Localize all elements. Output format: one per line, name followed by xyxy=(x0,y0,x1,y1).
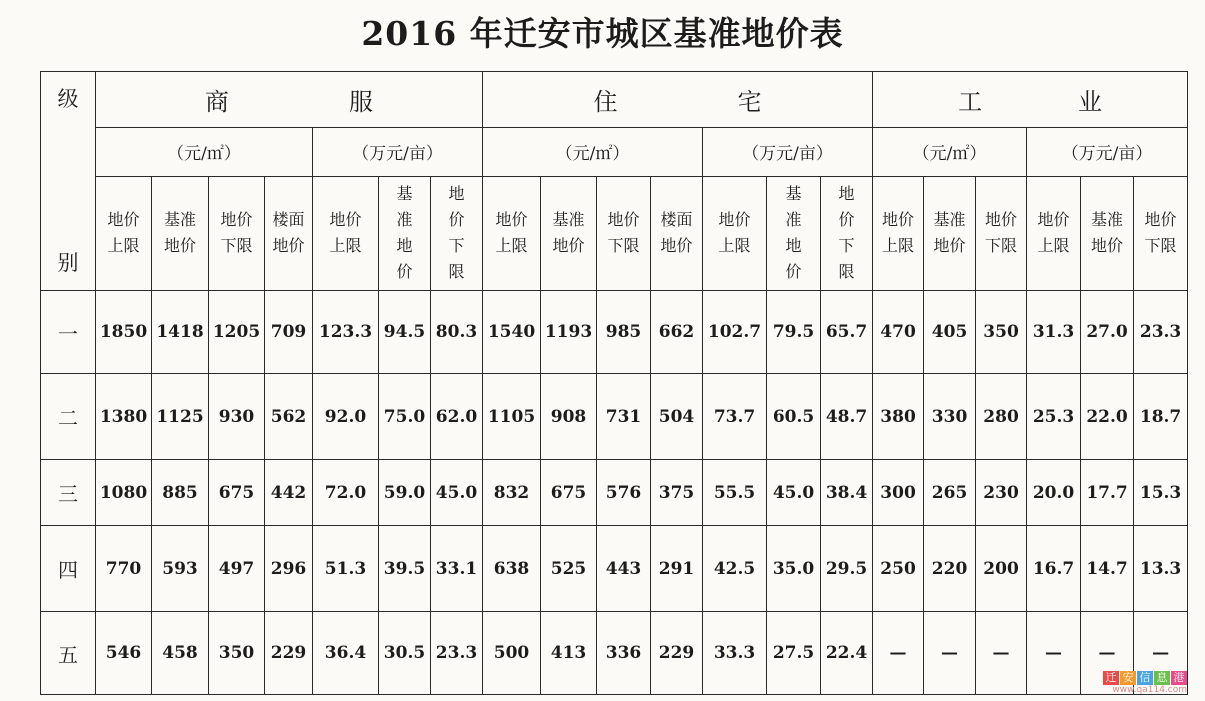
price-cell: 14.7 xyxy=(1081,526,1134,612)
price-cell: 525 xyxy=(541,526,597,612)
price-cell: 380 xyxy=(873,374,924,460)
price-cell: 546 xyxy=(96,612,152,695)
price-cell: 731 xyxy=(597,374,651,460)
unit-commercial-mu: （万元/亩） xyxy=(313,127,483,176)
price-cell: 75.0 xyxy=(379,374,431,460)
price-cell: 562 xyxy=(265,374,313,460)
sub-header-commercial-3: 楼面 地价 xyxy=(265,176,313,291)
grade-cell: 四 xyxy=(41,526,96,612)
watermark-stamp-char: 息 xyxy=(1154,671,1170,685)
price-cell: 291 xyxy=(651,526,703,612)
sub-header-residential-6: 地 价 下 限 xyxy=(821,176,873,291)
price-cell: 638 xyxy=(483,526,541,612)
price-cell: 23.3 xyxy=(1134,291,1188,374)
price-cell: 45.0 xyxy=(767,460,821,526)
grade-header-top: 级 xyxy=(57,87,79,111)
price-cell: — xyxy=(976,612,1027,695)
watermark-stamp-char: 迁 xyxy=(1103,671,1119,685)
data-rows xyxy=(41,291,1188,695)
sub-header-industrial-4: 基准 地价 xyxy=(1081,176,1134,291)
price-cell: 22.4 xyxy=(821,612,873,695)
price-cell: 36.4 xyxy=(313,612,379,695)
price-cell: 17.7 xyxy=(1081,460,1134,526)
unit-residential-sqm: （元/㎡） xyxy=(483,127,703,176)
price-cell: 27.0 xyxy=(1081,291,1134,374)
sub-header-residential-4: 地价 上限 xyxy=(703,176,767,291)
sub-header-commercial-4: 地价 上限 xyxy=(313,176,379,291)
price-cell: 662 xyxy=(651,291,703,374)
grade-cell: 一 xyxy=(41,291,96,374)
sub-header-industrial-5: 地价 下限 xyxy=(1134,176,1188,291)
price-cell: 48.7 xyxy=(821,374,873,460)
land-price-table xyxy=(40,71,1188,695)
price-cell: 229 xyxy=(651,612,703,695)
grade-column-header xyxy=(41,72,96,291)
price-cell: 1205 xyxy=(209,291,265,374)
price-cell: — xyxy=(1081,612,1134,695)
price-cell: 33.1 xyxy=(431,526,483,612)
sub-header-residential-0: 地价 上限 xyxy=(483,176,541,291)
price-cell: 280 xyxy=(976,374,1027,460)
category-residential: 住 宅 xyxy=(483,72,873,128)
price-cell: 25.3 xyxy=(1027,374,1081,460)
price-cell: 413 xyxy=(541,612,597,695)
price-cell: 35.0 xyxy=(767,526,821,612)
watermark-stamp-char: 港 xyxy=(1171,671,1187,685)
price-cell: 709 xyxy=(265,291,313,374)
price-cell: 1080 xyxy=(96,460,152,526)
price-cell: 72.0 xyxy=(313,460,379,526)
price-cell: 1850 xyxy=(96,291,152,374)
price-cell: 296 xyxy=(265,526,313,612)
price-cell: 55.5 xyxy=(703,460,767,526)
price-cell: — xyxy=(1134,612,1188,695)
price-cell: 675 xyxy=(541,460,597,526)
table-row xyxy=(41,612,1188,695)
price-cell: 15.3 xyxy=(1134,460,1188,526)
price-cell: 79.5 xyxy=(767,291,821,374)
unit-residential-mu: （万元/亩） xyxy=(703,127,873,176)
sub-header-industrial-1: 基准 地价 xyxy=(924,176,976,291)
price-cell: 62.0 xyxy=(431,374,483,460)
price-cell: 443 xyxy=(597,526,651,612)
price-cell: 1193 xyxy=(541,291,597,374)
price-cell: 42.5 xyxy=(703,526,767,612)
price-cell: 504 xyxy=(651,374,703,460)
price-cell: 65.7 xyxy=(821,291,873,374)
price-cell: 375 xyxy=(651,460,703,526)
unit-industrial-mu: （万元/亩） xyxy=(1027,127,1188,176)
price-cell: 250 xyxy=(873,526,924,612)
price-cell: 200 xyxy=(976,526,1027,612)
table-row xyxy=(41,291,1188,374)
price-cell: 300 xyxy=(873,460,924,526)
price-cell: 229 xyxy=(265,612,313,695)
price-cell: 22.0 xyxy=(1081,374,1134,460)
category-commercial: 商 服 xyxy=(96,72,483,128)
price-cell: 1105 xyxy=(483,374,541,460)
sub-header-industrial-2: 地价 下限 xyxy=(976,176,1027,291)
sub-header-industrial-0: 地价 上限 xyxy=(873,176,924,291)
price-cell: 885 xyxy=(152,460,209,526)
price-cell: 500 xyxy=(483,612,541,695)
watermark-stamp-char: 安 xyxy=(1120,671,1136,685)
page-title: 2016 年迁安市城区基准地价表 xyxy=(361,14,844,53)
price-cell: 908 xyxy=(541,374,597,460)
table-row xyxy=(41,374,1188,460)
price-cell: 27.5 xyxy=(767,612,821,695)
table-row xyxy=(41,460,1188,526)
price-cell: 94.5 xyxy=(379,291,431,374)
sub-header-residential-3: 楼面 地价 xyxy=(651,176,703,291)
sub-header-commercial-2: 地价 下限 xyxy=(209,176,265,291)
sub-header-commercial-6: 地 价 下 限 xyxy=(431,176,483,291)
unit-industrial-sqm: （元/㎡） xyxy=(873,127,1027,176)
price-cell: 45.0 xyxy=(431,460,483,526)
price-cell: 60.5 xyxy=(767,374,821,460)
price-cell: 593 xyxy=(152,526,209,612)
price-cell: 51.3 xyxy=(313,526,379,612)
price-cell: 930 xyxy=(209,374,265,460)
price-cell: 20.0 xyxy=(1027,460,1081,526)
price-cell: 92.0 xyxy=(313,374,379,460)
price-cell: 80.3 xyxy=(431,291,483,374)
table-row xyxy=(41,526,1188,612)
watermark-stamp xyxy=(1103,671,1187,685)
sub-header-commercial-5: 基 准 地 价 xyxy=(379,176,431,291)
price-cell: 73.7 xyxy=(703,374,767,460)
price-cell: 576 xyxy=(597,460,651,526)
grade-header-bottom: 别 xyxy=(57,250,79,275)
price-cell: 675 xyxy=(209,460,265,526)
price-cell: 39.5 xyxy=(379,526,431,612)
sub-header-row xyxy=(41,176,1188,291)
price-cell: 985 xyxy=(597,291,651,374)
sub-header-commercial-0: 地价 上限 xyxy=(96,176,152,291)
price-cell: 16.7 xyxy=(1027,526,1081,612)
price-cell: 38.4 xyxy=(821,460,873,526)
price-cell: 1380 xyxy=(96,374,152,460)
price-cell: 220 xyxy=(924,526,976,612)
price-cell: 123.3 xyxy=(313,291,379,374)
price-cell: 59.0 xyxy=(379,460,431,526)
grade-cell: 三 xyxy=(41,460,96,526)
price-cell: — xyxy=(1027,612,1081,695)
sub-header-residential-2: 地价 下限 xyxy=(597,176,651,291)
price-cell: — xyxy=(924,612,976,695)
category-industrial: 工 业 xyxy=(873,72,1188,128)
watermark-stamp-char: 信 xyxy=(1137,671,1153,685)
price-cell: 350 xyxy=(976,291,1027,374)
price-cell: 470 xyxy=(873,291,924,374)
price-cell: — xyxy=(873,612,924,695)
price-cell: 265 xyxy=(924,460,976,526)
price-cell: 23.3 xyxy=(431,612,483,695)
price-cell: 18.7 xyxy=(1134,374,1188,460)
price-cell: 1125 xyxy=(152,374,209,460)
price-cell: 770 xyxy=(96,526,152,612)
price-cell: 30.5 xyxy=(379,612,431,695)
unit-commercial-sqm: （元/㎡） xyxy=(96,127,313,176)
price-cell: 33.3 xyxy=(703,612,767,695)
price-cell: 29.5 xyxy=(821,526,873,612)
price-cell: 497 xyxy=(209,526,265,612)
grade-cell: 二 xyxy=(41,374,96,460)
price-cell: 458 xyxy=(152,612,209,695)
price-cell: 442 xyxy=(265,460,313,526)
price-cell: 13.3 xyxy=(1134,526,1188,612)
sub-header-residential-5: 基 准 地 价 xyxy=(767,176,821,291)
price-cell: 350 xyxy=(209,612,265,695)
price-cell: 1540 xyxy=(483,291,541,374)
price-cell: 102.7 xyxy=(703,291,767,374)
sub-header-industrial-3: 地价 上限 xyxy=(1027,176,1081,291)
sub-header-residential-1: 基准 地价 xyxy=(541,176,597,291)
sub-header-commercial-1: 基准 地价 xyxy=(152,176,209,291)
price-cell: 832 xyxy=(483,460,541,526)
price-cell: 230 xyxy=(976,460,1027,526)
price-cell: 31.3 xyxy=(1027,291,1081,374)
price-cell: 405 xyxy=(924,291,976,374)
price-cell: 1418 xyxy=(152,291,209,374)
watermark-url: www.qa114.com xyxy=(1112,685,1187,695)
price-cell: 330 xyxy=(924,374,976,460)
price-cell: 336 xyxy=(597,612,651,695)
grade-cell: 五 xyxy=(41,612,96,695)
